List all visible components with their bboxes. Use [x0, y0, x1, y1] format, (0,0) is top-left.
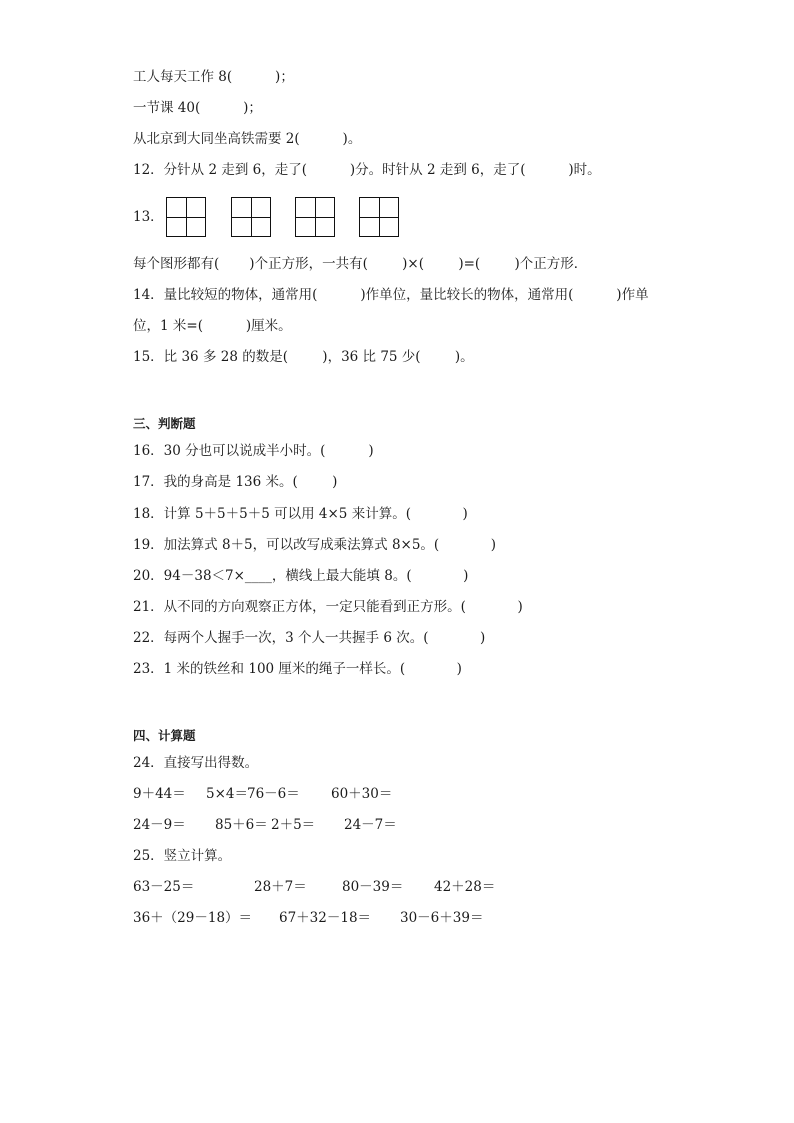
equation: 5×4＝	[206, 786, 248, 802]
question-20: 20．94－38＜7×____，横线上最大能填 8。( )	[133, 568, 469, 584]
equation: 28＋7＝	[254, 879, 307, 895]
line-train-time: 从北京到大同坐高铁需要 2( )。	[133, 131, 362, 147]
equation: 9＋44＝	[133, 786, 186, 802]
question-19: 19．加法算式 8＋5，可以改写成乘法算式 8×5。( )	[133, 537, 496, 553]
line-class-length: 一节课 40( )；	[133, 100, 262, 116]
question-22: 22．每两个人握手一次，3 个人一共握手 6 次。( )	[133, 630, 486, 646]
question-14-line1: 14．量比较短的物体，通常用( )作单位，量比较长的物体，通常用( )作单	[133, 287, 649, 303]
square-grid-figure	[166, 197, 206, 237]
equation: 24－7＝	[344, 817, 397, 833]
equation: 63－25＝	[133, 879, 195, 895]
equation: 80－39＝	[342, 879, 404, 895]
question-13-label: 13．	[133, 209, 164, 225]
section-judgement-title: 三、判断题	[133, 416, 196, 431]
square-grid-figure	[231, 197, 271, 237]
question-12: 12．分针从 2 走到 6，走了( )分。时针从 2 走到 6，走了( )时。	[133, 162, 601, 178]
equation: 60＋30＝	[331, 786, 393, 802]
equation: 67＋32－18＝	[279, 910, 372, 926]
question-23: 23．1 米的铁丝和 100 厘米的绳子一样长。( )	[133, 661, 462, 677]
equation: 30－6＋39＝	[400, 910, 484, 926]
equation: 24－9＝	[133, 817, 186, 833]
question-16: 16．30 分也可以说成半小时。( )	[133, 443, 374, 459]
equation: 76－6＝	[247, 786, 300, 802]
section-calculation-title: 四、计算题	[133, 728, 196, 743]
square-grid-figure	[295, 197, 335, 237]
question-21: 21．从不同的方向观察正方体，一定只能看到正方形。( )	[133, 599, 523, 615]
question-24: 24．直接写出得数。	[133, 755, 259, 771]
question-15: 15．比 36 多 28 的数是( )，36 比 75 少( )。	[133, 349, 474, 365]
equation: 85＋6＝	[215, 817, 268, 833]
question-17: 17．我的身高是 136 米。( )	[133, 474, 338, 490]
question-13-text: 每个图形都有( )个正方形，一共有( )×( )=( )个正方形．	[133, 256, 588, 272]
equation: 36＋（29－18）＝	[133, 910, 253, 926]
equation: 2＋5＝	[271, 817, 316, 833]
question-25: 25．竖立计算。	[133, 848, 232, 864]
equation: 42＋28＝	[434, 879, 496, 895]
question-18: 18．计算 5＋5＋5＋5 可以用 4×5 来计算。( )	[133, 506, 468, 522]
square-grid-figure	[359, 197, 399, 237]
line-work-hours: 工人每天工作 8( )；	[133, 69, 294, 85]
question-14-line2: 位，1 米=( )厘米。	[133, 318, 292, 334]
